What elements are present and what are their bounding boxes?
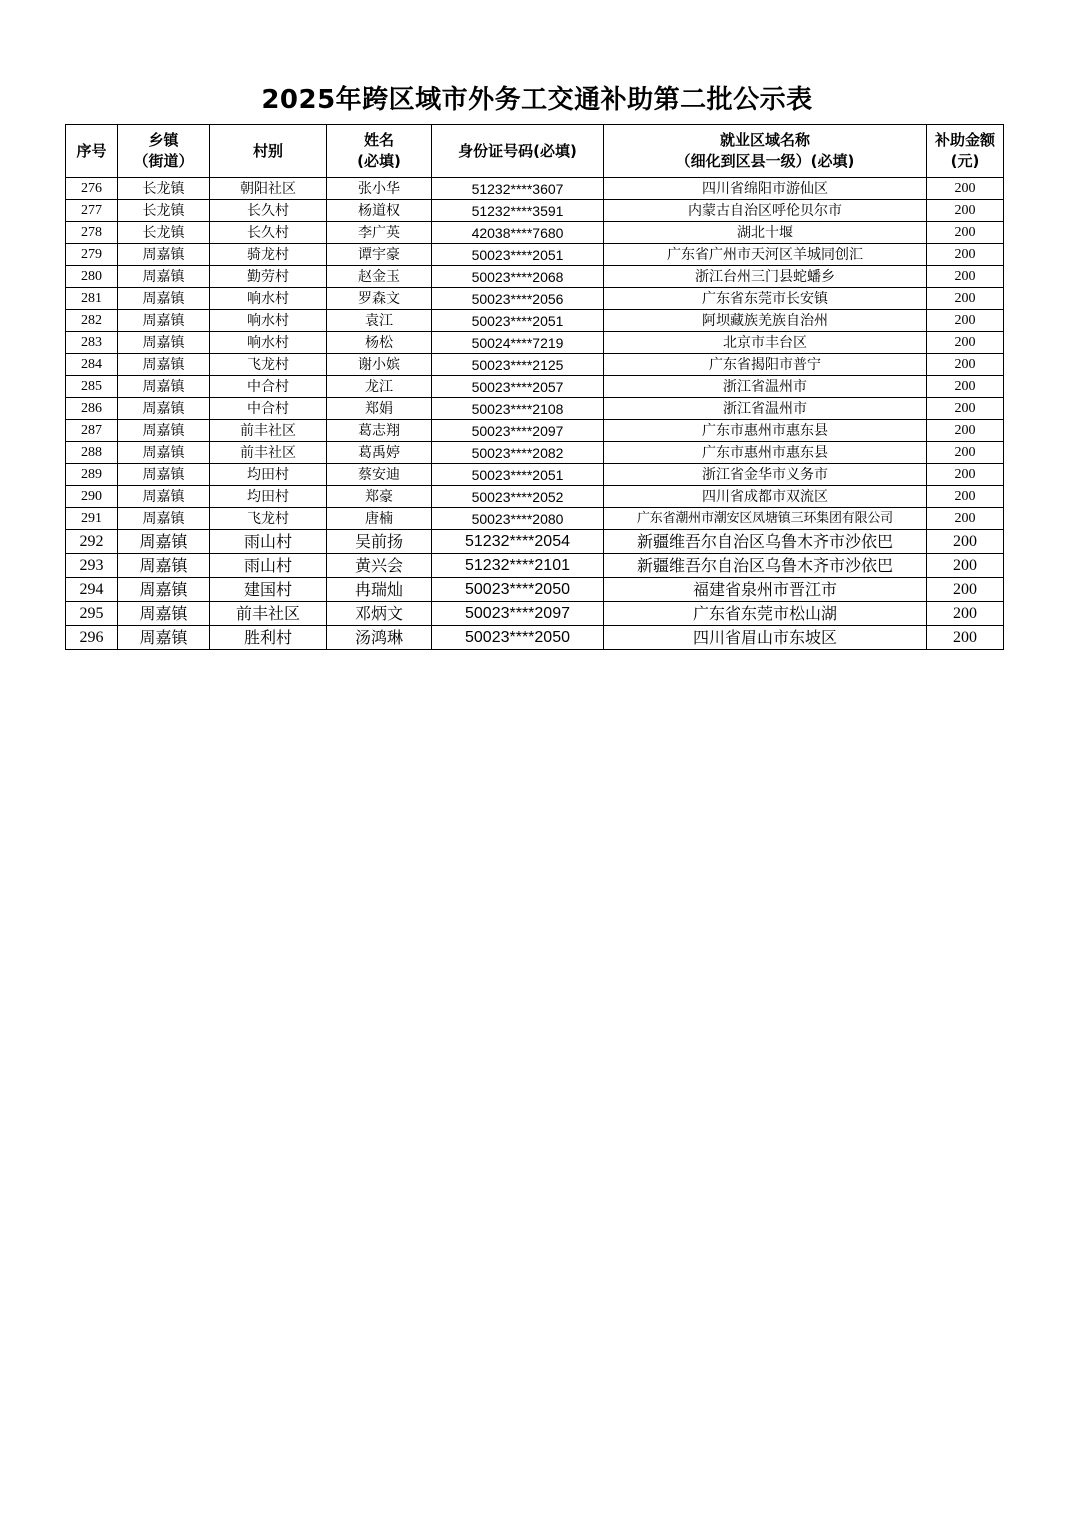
cell-seq: 277 (66, 200, 118, 222)
cell-amount: 200 (927, 288, 1004, 310)
cell-seq: 280 (66, 266, 118, 288)
table-row (66, 354, 1004, 376)
cell-amount: 200 (927, 310, 1004, 332)
cell-village: 长久村 (210, 200, 327, 222)
table-row (66, 222, 1004, 244)
cell-amount: 200 (927, 398, 1004, 420)
header-region (604, 125, 927, 178)
cell-seq: 295 (66, 602, 118, 626)
cell-region: 广东省广州市天河区羊城同创汇 (604, 244, 927, 266)
cell-village: 响水村 (210, 288, 327, 310)
cell-amount: 200 (927, 602, 1004, 626)
page-title: 2025年跨区域市外务工交通补助第二批公示表 (261, 85, 813, 115)
table-header-row (66, 125, 1004, 178)
cell-amount: 200 (927, 530, 1004, 554)
cell-seq: 285 (66, 376, 118, 398)
cell-amount: 200 (927, 222, 1004, 244)
cell-name: 冉瑞灿 (327, 578, 432, 602)
cell-village: 响水村 (210, 310, 327, 332)
header-region-line2: （细化到区县一级）(必填) (675, 152, 855, 170)
cell-region: 广东省潮州市潮安区凤塘镇三环集团有限公司 (604, 508, 927, 530)
table-row (66, 310, 1004, 332)
cell-township: 周嘉镇 (118, 530, 210, 554)
table-row (66, 602, 1004, 626)
cell-amount: 200 (927, 508, 1004, 530)
cell-seq: 286 (66, 398, 118, 420)
cell-region: 广东省东莞市松山湖 (604, 602, 927, 626)
cell-seq: 283 (66, 332, 118, 354)
cell-seq: 294 (66, 578, 118, 602)
header-region-line1: 就业区域名称 (719, 131, 810, 149)
cell-village: 均田村 (210, 486, 327, 508)
cell-id: 42038****7680 (432, 222, 604, 244)
table-row (66, 332, 1004, 354)
cell-township: 周嘉镇 (118, 602, 210, 626)
table-row (66, 200, 1004, 222)
cell-name: 蔡安迪 (327, 464, 432, 486)
cell-name: 汤鸿琳 (327, 626, 432, 650)
cell-village: 中合村 (210, 376, 327, 398)
cell-name: 葛志翔 (327, 420, 432, 442)
cell-amount: 200 (927, 578, 1004, 602)
cell-name: 谢小嫔 (327, 354, 432, 376)
cell-township: 周嘉镇 (118, 464, 210, 486)
cell-amount: 200 (927, 200, 1004, 222)
cell-name: 袁江 (327, 310, 432, 332)
header-township (118, 125, 210, 178)
cell-name: 葛禹婷 (327, 442, 432, 464)
cell-seq: 279 (66, 244, 118, 266)
cell-name: 邓炳文 (327, 602, 432, 626)
cell-seq: 281 (66, 288, 118, 310)
cell-region: 四川省绵阳市游仙区 (604, 178, 927, 200)
cell-id: 50023****2068 (432, 266, 604, 288)
cell-region: 内蒙古自治区呼伦贝尔市 (604, 200, 927, 222)
table-row (66, 554, 1004, 578)
cell-id: 50023****2051 (432, 464, 604, 486)
cell-id: 51232****3591 (432, 200, 604, 222)
cell-township: 周嘉镇 (118, 398, 210, 420)
cell-region: 广东省东莞市长安镇 (604, 288, 927, 310)
cell-village: 飞龙村 (210, 354, 327, 376)
cell-township: 周嘉镇 (118, 578, 210, 602)
cell-region: 浙江台州三门县蛇蟠乡 (604, 266, 927, 288)
cell-village: 前丰社区 (210, 602, 327, 626)
header-village: 村别 (210, 125, 327, 178)
cell-seq: 289 (66, 464, 118, 486)
table-row (66, 266, 1004, 288)
cell-id: 50023****2097 (432, 602, 604, 626)
cell-village: 长久村 (210, 222, 327, 244)
table-row (66, 464, 1004, 486)
cell-id: 51232****2054 (432, 530, 604, 554)
cell-region: 湖北十堰 (604, 222, 927, 244)
cell-seq: 278 (66, 222, 118, 244)
cell-region: 新疆维吾尔自治区乌鲁木齐市沙依巴 (604, 554, 927, 578)
cell-id: 51232****3607 (432, 178, 604, 200)
cell-region: 北京市丰台区 (604, 332, 927, 354)
table-row (66, 442, 1004, 464)
cell-id: 50024****7219 (432, 332, 604, 354)
cell-amount: 200 (927, 244, 1004, 266)
cell-region: 广东省揭阳市普宁 (604, 354, 927, 376)
table-row (66, 178, 1004, 200)
cell-region: 福建省泉州市晋江市 (604, 578, 927, 602)
cell-amount: 200 (927, 354, 1004, 376)
cell-region: 广东市惠州市惠东县 (604, 420, 927, 442)
cell-name: 谭宇豪 (327, 244, 432, 266)
table-row (66, 508, 1004, 530)
cell-name: 李广英 (327, 222, 432, 244)
cell-township: 周嘉镇 (118, 288, 210, 310)
cell-township: 周嘉镇 (118, 376, 210, 398)
cell-name: 黄兴会 (327, 554, 432, 578)
cell-region: 浙江省金华市义务市 (604, 464, 927, 486)
cell-region: 四川省眉山市东坡区 (604, 626, 927, 650)
cell-name: 龙江 (327, 376, 432, 398)
cell-name: 吴前扬 (327, 530, 432, 554)
cell-township: 周嘉镇 (118, 508, 210, 530)
cell-village: 胜利村 (210, 626, 327, 650)
cell-township: 周嘉镇 (118, 266, 210, 288)
cell-region: 新疆维吾尔自治区乌鲁木齐市沙依巴 (604, 530, 927, 554)
cell-name: 郑娟 (327, 398, 432, 420)
cell-village: 雨山村 (210, 530, 327, 554)
header-id: 身份证号码(必填) (432, 125, 604, 178)
cell-amount: 200 (927, 178, 1004, 200)
header-township-line2: （街道） (133, 152, 194, 170)
cell-id: 50023****2051 (432, 310, 604, 332)
table-row (66, 578, 1004, 602)
cell-amount: 200 (927, 486, 1004, 508)
cell-name: 唐楠 (327, 508, 432, 530)
cell-village: 建国村 (210, 578, 327, 602)
table-row (66, 398, 1004, 420)
subsidy-table (65, 124, 1004, 650)
table-row (66, 420, 1004, 442)
cell-amount: 200 (927, 376, 1004, 398)
header-name-line1: 姓名 (363, 131, 394, 149)
cell-region: 四川省成都市双流区 (604, 486, 927, 508)
cell-region: 浙江省温州市 (604, 376, 927, 398)
cell-region: 浙江省温州市 (604, 398, 927, 420)
cell-name: 杨道权 (327, 200, 432, 222)
cell-seq: 288 (66, 442, 118, 464)
cell-name: 赵金玉 (327, 266, 432, 288)
cell-id: 50023****2051 (432, 244, 604, 266)
cell-seq: 293 (66, 554, 118, 578)
cell-id: 50023****2097 (432, 420, 604, 442)
cell-township: 周嘉镇 (118, 486, 210, 508)
cell-id: 50023****2050 (432, 578, 604, 602)
cell-township: 长龙镇 (118, 200, 210, 222)
cell-id: 50023****2050 (432, 626, 604, 650)
cell-name: 郑豪 (327, 486, 432, 508)
header-amount-line2: (元) (950, 152, 980, 170)
cell-region: 广东市惠州市惠东县 (604, 442, 927, 464)
cell-township: 周嘉镇 (118, 244, 210, 266)
cell-amount: 200 (927, 420, 1004, 442)
cell-township: 周嘉镇 (118, 310, 210, 332)
cell-amount: 200 (927, 266, 1004, 288)
cell-township: 长龙镇 (118, 178, 210, 200)
cell-village: 响水村 (210, 332, 327, 354)
cell-seq: 284 (66, 354, 118, 376)
cell-township: 周嘉镇 (118, 554, 210, 578)
table-row (66, 244, 1004, 266)
cell-name: 张小华 (327, 178, 432, 200)
cell-village: 朝阳社区 (210, 178, 327, 200)
cell-township: 周嘉镇 (118, 626, 210, 650)
cell-village: 前丰社区 (210, 442, 327, 464)
cell-amount: 200 (927, 626, 1004, 650)
header-name-line2: (必填) (357, 152, 401, 170)
cell-id: 50023****2052 (432, 486, 604, 508)
cell-village: 雨山村 (210, 554, 327, 578)
cell-amount: 200 (927, 464, 1004, 486)
table-row (66, 530, 1004, 554)
cell-amount: 200 (927, 554, 1004, 578)
cell-seq: 291 (66, 508, 118, 530)
cell-seq: 296 (66, 626, 118, 650)
cell-seq: 290 (66, 486, 118, 508)
cell-seq: 287 (66, 420, 118, 442)
header-name (327, 125, 432, 178)
cell-township: 周嘉镇 (118, 354, 210, 376)
cell-name: 杨松 (327, 332, 432, 354)
cell-amount: 200 (927, 332, 1004, 354)
cell-village: 飞龙村 (210, 508, 327, 530)
cell-name: 罗森文 (327, 288, 432, 310)
cell-seq: 276 (66, 178, 118, 200)
cell-village: 均田村 (210, 464, 327, 486)
cell-seq: 282 (66, 310, 118, 332)
cell-village: 勤劳村 (210, 266, 327, 288)
cell-id: 50023****2080 (432, 508, 604, 530)
cell-village: 前丰社区 (210, 420, 327, 442)
table-row (66, 288, 1004, 310)
cell-amount: 200 (927, 442, 1004, 464)
cell-village: 中合村 (210, 398, 327, 420)
header-seq: 序号 (66, 125, 118, 178)
cell-seq: 292 (66, 530, 118, 554)
cell-township: 周嘉镇 (118, 442, 210, 464)
cell-township: 长龙镇 (118, 222, 210, 244)
cell-village: 骑龙村 (210, 244, 327, 266)
cell-id: 50023****2125 (432, 354, 604, 376)
table-row (66, 626, 1004, 650)
cell-id: 51232****2101 (432, 554, 604, 578)
table-row (66, 376, 1004, 398)
table-row (66, 486, 1004, 508)
cell-township: 周嘉镇 (118, 332, 210, 354)
cell-id: 50023****2057 (432, 376, 604, 398)
cell-id: 50023****2082 (432, 442, 604, 464)
cell-id: 50023****2108 (432, 398, 604, 420)
cell-township: 周嘉镇 (118, 420, 210, 442)
header-township-line1: 乡镇 (148, 131, 179, 149)
header-amount (927, 125, 1004, 178)
cell-region: 阿坝藏族羌族自治州 (604, 310, 927, 332)
cell-id: 50023****2056 (432, 288, 604, 310)
header-amount-line1: 补助金额 (934, 131, 995, 149)
